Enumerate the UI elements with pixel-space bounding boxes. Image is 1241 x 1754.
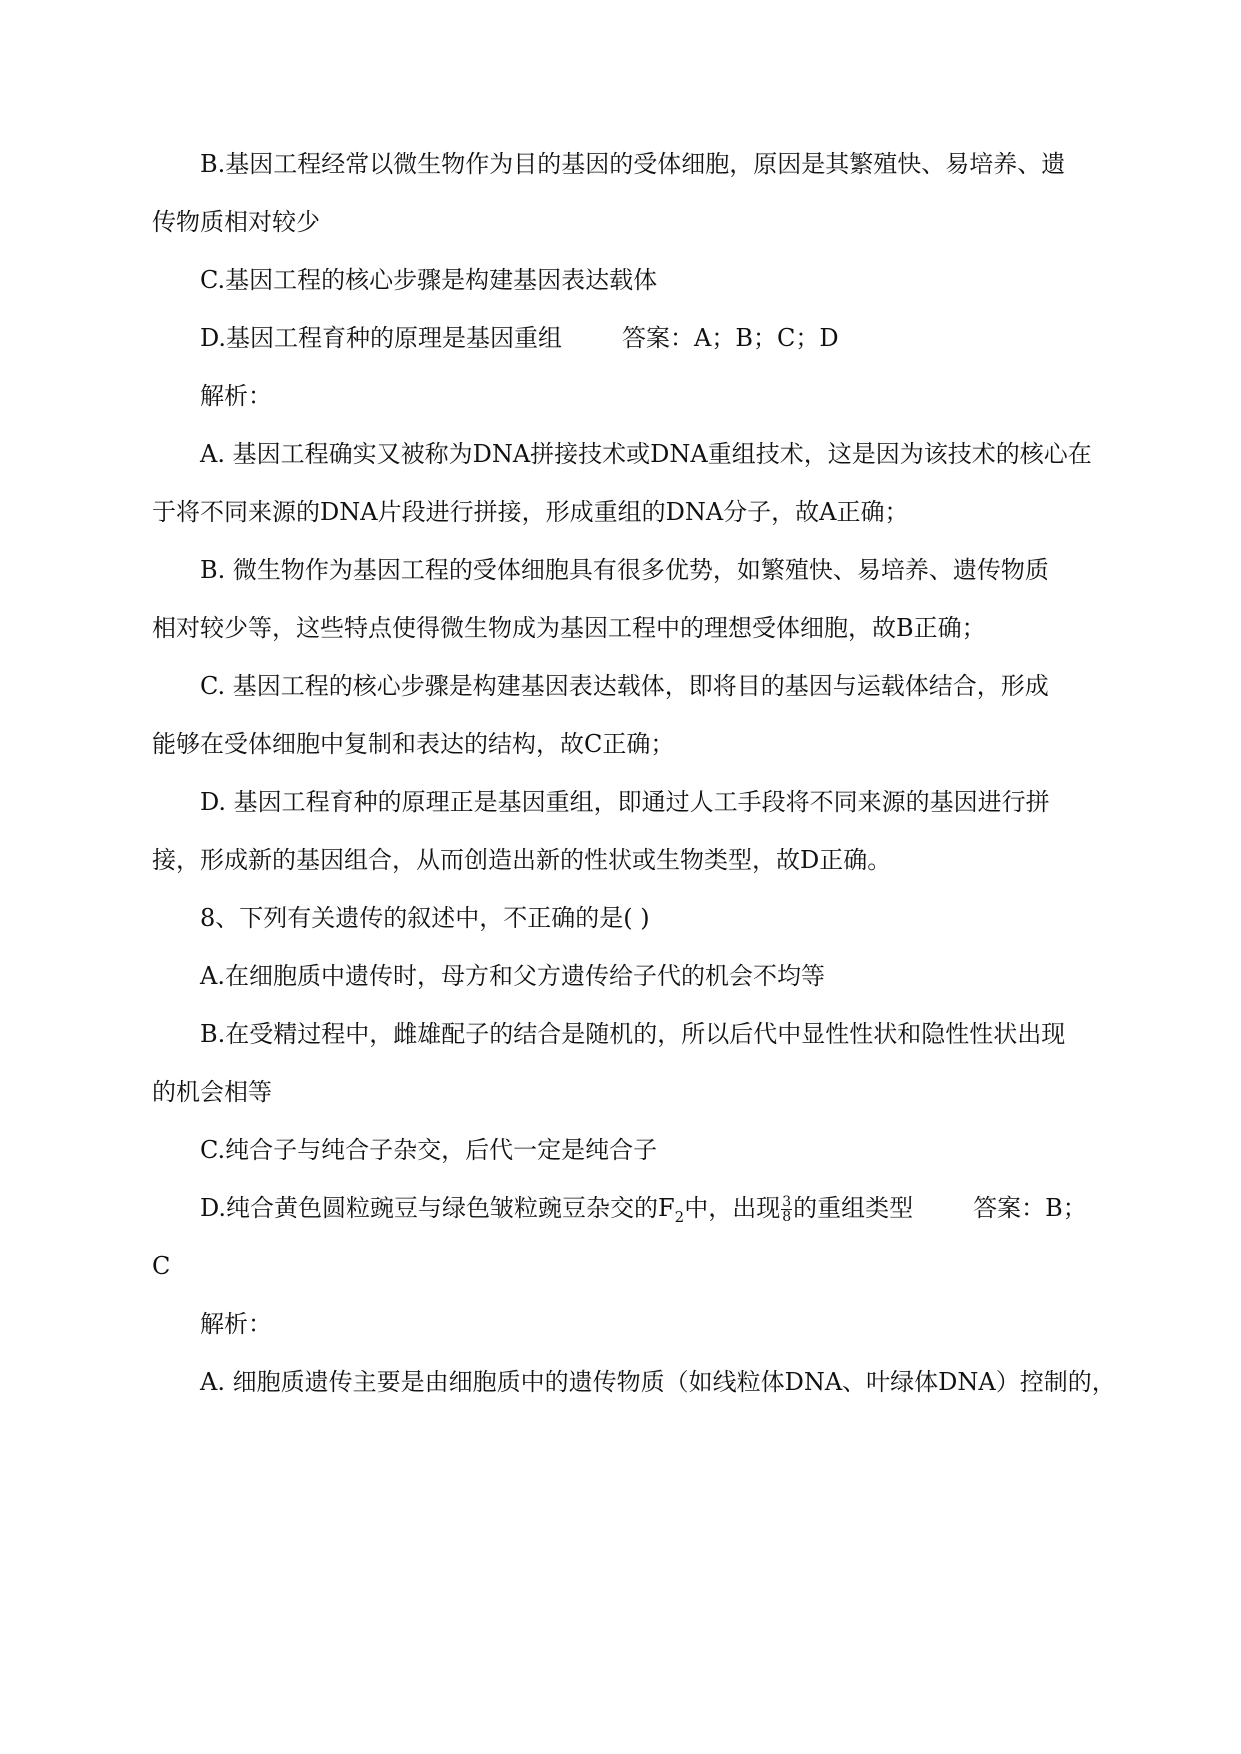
- q7-analysis-d-line1: D. 基因工程育种的原理正是基因重组，即通过人工手段将不同来源的基因进行拼: [200, 788, 1050, 816]
- q7-option-c: C.基因工程的核心步骤是构建基因表达载体: [200, 266, 658, 294]
- q7-option-b-line2: 传物质相对较少: [152, 208, 320, 236]
- q7-analysis-b-line2: 相对较少等，这些特点使得微生物成为基因工程中的理想受体细胞，故B正确；: [152, 614, 986, 642]
- q8-analysis-a-line1: A. 细胞质遗传主要是由细胞质中的遗传物质（如线粒体DNA、叶绿体DNA）控制的，: [200, 1368, 1116, 1396]
- q7-analysis-c-line2: 能够在受体细胞中复制和表达的结构，故C正确；: [152, 730, 675, 758]
- q8-option-a: A.在细胞质中遗传时，母方和父方遗传给子代的机会不均等: [200, 962, 825, 990]
- q7-analysis-d-line2: 接，形成新的基因组合，从而创造出新的性状或生物类型，故D正确。: [152, 846, 892, 874]
- q8-option-d-post: 的重组类型: [793, 1194, 914, 1222]
- q8-analysis-label: 解析：: [200, 1310, 272, 1338]
- q8-option-b-line1: B.在受精过程中，雌雄配子的结合是随机的，所以后代中显性性状和隐性性状出现: [200, 1020, 1066, 1048]
- q8-option-d-pre: D.纯合黄色圆粒豌豆与绿色皱粒豌豆杂交的: [200, 1194, 659, 1222]
- q8-option-b-line2: 的机会相等: [152, 1078, 272, 1106]
- f2-symbol: $F_2$: [658, 1194, 685, 1226]
- q8-option-d-mid: 中，出现: [684, 1194, 781, 1222]
- q8-stem: 8、下列有关遗传的叙述中，不正确的是( ): [200, 904, 650, 932]
- q8-option-c: C.纯合子与纯合子杂交，后代一定是纯合子: [200, 1136, 658, 1164]
- q7-analysis-a-line1: A. 基因工程确实又被称为DNA拼接技术或DNA重组技术，这是因为该技术的核心在: [200, 440, 1092, 468]
- q7-analysis-label: 解析：: [200, 382, 272, 410]
- fraction-three-eighths: $\frac{3}{8}$: [782, 1194, 792, 1225]
- q7-option-b-line1: B.基因工程经常以微生物作为目的基因的受体细胞，原因是其繁殖快、易培养、遗: [200, 150, 1066, 178]
- q8-option-d-row: [200, 1192, 1087, 1233]
- q7-analysis-a-line2: 于将不同来源的DNA片段进行拼接，形成重组的DNA分子，故A正确；: [152, 498, 909, 526]
- q7-analysis-b-line1: B. 微生物作为基因工程的受体细胞具有很多优势，如繁殖快、易培养、遗传物质: [200, 556, 1049, 584]
- q7-option-d: D.基因工程育种的原理是基因重组: [200, 324, 563, 352]
- q7-answer: 答案：A；B；C；D: [622, 324, 839, 352]
- q7-analysis-c-line1: C. 基因工程的核心步骤是构建基因表达载体，即将目的基因与运载体结合，形成: [200, 672, 1049, 700]
- q8-answer-line1: 答案：B；: [973, 1194, 1087, 1222]
- q7-option-d-row: [200, 322, 839, 354]
- q8-answer-line2: C: [152, 1252, 171, 1280]
